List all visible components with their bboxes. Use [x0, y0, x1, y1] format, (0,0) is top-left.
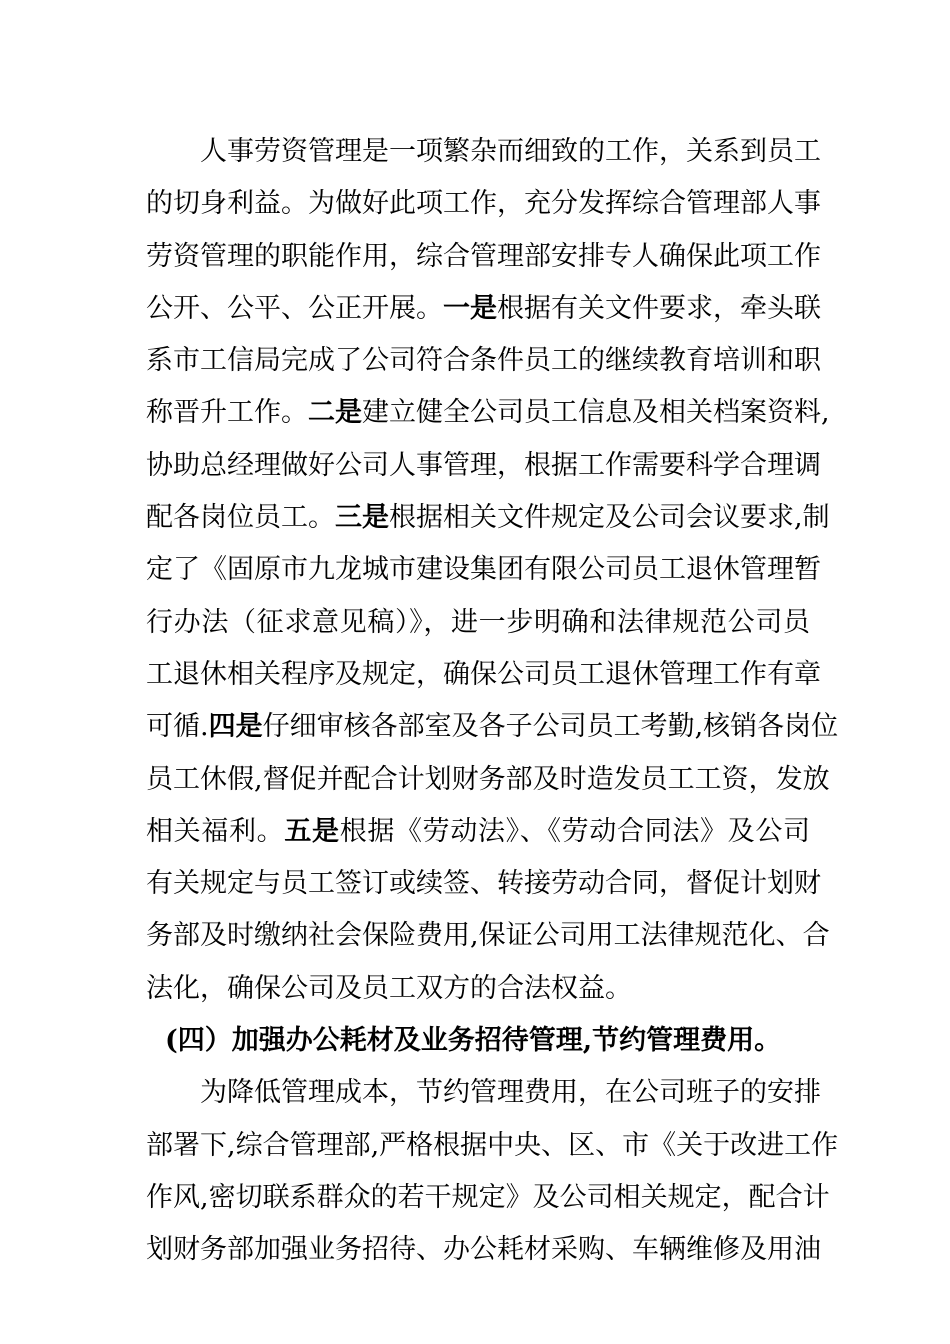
- text-span: 定了《固原市九龙城市建设集团有限公司员工退休管理暂: [146, 554, 821, 586]
- section-heading-text: (四）加强办公耗材及业务招待管理,节约管理费用。: [165, 1025, 782, 1057]
- paragraph-line: [146, 544, 821, 596]
- paragraph-line: [146, 910, 830, 962]
- paragraph-line: [146, 492, 830, 544]
- paragraph-line: [146, 1172, 830, 1224]
- text-span: 根据《劳动法》、《劳动合同法》及公司: [339, 815, 811, 847]
- paragraph-line: [146, 178, 821, 230]
- paragraph-line: [146, 1067, 821, 1119]
- text-span: 作风,密切联系群众的若干规定》及公司相关规定，配合计: [146, 1181, 830, 1213]
- bold-keyword: 一是: [443, 292, 497, 324]
- section-heading: [146, 1015, 810, 1067]
- text-span: 系市工信局完成了公司符合条件员工的继续教育培训和职: [146, 345, 821, 377]
- text-span: 行办法（征求意见稿）》，进一步明确和法律规范公司员: [146, 606, 810, 638]
- text-span: 称晋升工作。: [146, 397, 308, 429]
- paragraph-line: [146, 649, 821, 701]
- paragraph-line: [146, 701, 839, 753]
- text-span: 法化，确保公司及员工双方的合法权益。: [146, 972, 632, 1004]
- paragraph-line: [146, 1120, 839, 1172]
- paragraph-line: [146, 387, 830, 439]
- paragraph-line: [146, 963, 810, 1015]
- text-span: 有关规定与员工签订或续签、转接劳动合同，督促计划财: [146, 868, 821, 900]
- paragraph-line: [146, 440, 821, 492]
- bold-keyword: 四是: [208, 711, 263, 743]
- paragraph-line: [146, 858, 821, 910]
- text-span: 可循.: [146, 711, 209, 743]
- paragraph-line: [146, 231, 821, 283]
- bold-keyword: 二是: [308, 397, 362, 429]
- text-span: 员工休假,督促并配合计划财务部及时造发员工工资，发放: [146, 763, 830, 795]
- text-span: 劳资管理的职能作用，综合管理部安排专人确保此项工作: [146, 240, 821, 272]
- text-span: 的切身利益。为做好此项工作，充分发挥综合管理部人事: [146, 188, 821, 220]
- text-span: 公开、公平、公正开展。: [146, 292, 443, 324]
- paragraph-line: [146, 806, 810, 858]
- bold-keyword: 三是: [335, 502, 389, 534]
- text-span: 配各岗位员工。: [146, 502, 335, 534]
- text-span: 部署下,综合管理部,严格根据中央、区、市《关于改进工作: [146, 1129, 839, 1161]
- text-span: 工退休相关程序及规定，确保公司员工退休管理工作有章: [146, 658, 821, 690]
- text-span: 人事劳资管理是一项繁杂而细致的工作，关系到员工: [200, 136, 821, 167]
- paragraph-line: [146, 754, 830, 806]
- text-span: 划财务部加强业务招待、办公耗材采购、车辆维修及用油: [146, 1234, 821, 1266]
- text-span: 仔细审核各部室及各子公司员工考勤,核销各岗位: [262, 711, 839, 743]
- text-span: 协助总经理做好公司人事管理，根据工作需要科学合理调: [146, 449, 821, 481]
- bold-keyword: 五是: [284, 815, 340, 847]
- text-span: 根据相关文件规定及公司会议要求,制: [389, 502, 830, 534]
- text-span: 根据有关文件要求，牵头联: [497, 292, 821, 324]
- text-span: 建立健全公司员工信息及相关档案资料,: [362, 397, 830, 429]
- paragraph-line: [146, 597, 810, 649]
- text-span: 务部及时缴纳社会保险费用,保证公司用工法律规范化、合: [146, 920, 830, 952]
- paragraph-line: [146, 126, 821, 178]
- text-span: 为降低管理成本，节约管理费用，在公司班子的安排: [200, 1077, 821, 1109]
- document-body: [146, 126, 839, 1277]
- paragraph-line: [146, 1224, 821, 1276]
- paragraph-line: [146, 283, 821, 335]
- paragraph-line: [146, 335, 821, 387]
- text-span: 相关福利。: [146, 815, 285, 847]
